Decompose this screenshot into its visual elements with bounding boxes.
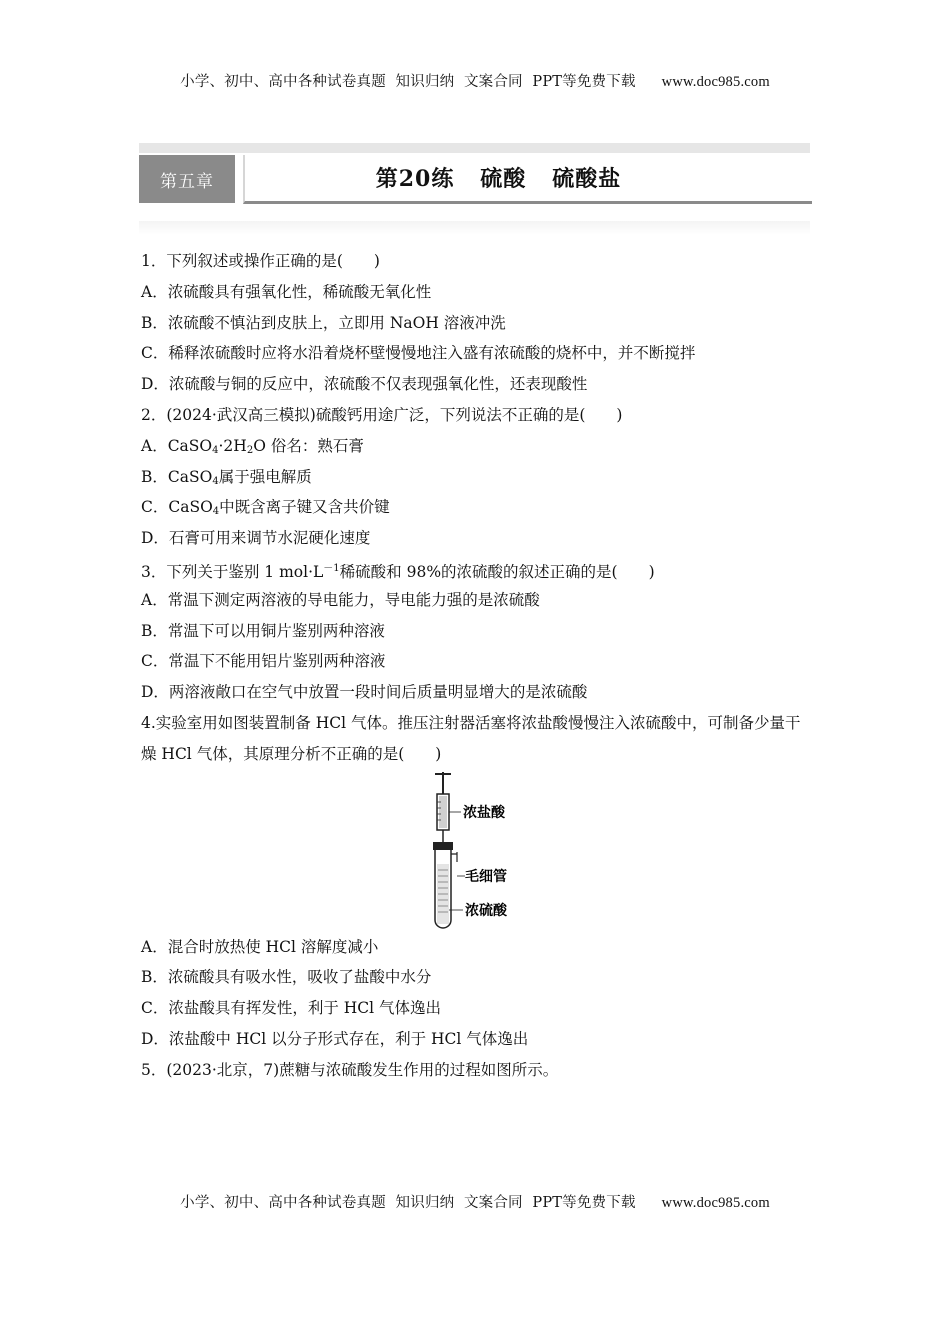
header-url[interactable]: www.doc985.com — [661, 74, 770, 90]
q5-stem: 5．(2023·北京，7)蔗糖与浓硫酸发生作用的过程如图所示。 — [141, 1060, 559, 1079]
header-left-text: 小学、初中、高中各种试卷真题 知识归纳 文案合同 PPT等免费下载 — [180, 74, 636, 90]
chapter-tab: 第五章 — [139, 155, 235, 203]
capillary-tube — [451, 852, 457, 862]
q3-option-b: B．常温下可以用铜片鉴别两种溶液 — [141, 621, 385, 640]
q2-option-b: B．CaSO$_4$属于强电解质 — [141, 467, 312, 487]
syringe-test-tube-diagram — [405, 772, 525, 932]
q4-option-b: B．浓硫酸具有吸水性，吸收了盐酸中水分 — [141, 968, 432, 987]
q4-stem: 4.实验室用如图装置制备 HCl 气体。推压注射器活塞将浓盐酸慢慢注入浓硫酸中，可制备少量干燥 HCl 气体，其原理分析不正确的是( ) — [141, 713, 801, 763]
question-list — [141, 246, 811, 1086]
q2-option-c: C．CaSO$_4$中既含离子键又含共价键 — [141, 498, 390, 518]
label-capillary: 毛细管 — [465, 868, 507, 885]
q3-option-a: A．常温下测定两溶液的导电能力，导电能力强的是浓硫酸 — [141, 590, 540, 609]
q3-option-d: D．两溶液敞口在空气中放置一段时间后质量明显增大的是浓硫酸 — [141, 683, 588, 702]
q4-option-d: D．浓盐酸中 HCl 以分子形式存在，利于 HCl 气体逸出 — [141, 1029, 529, 1048]
q1-option-d: D．浓硫酸与铜的反应中，浓硫酸不仅表现强氧化性，还表现酸性 — [141, 375, 588, 394]
chapter-banner — [139, 143, 810, 235]
q1-stem: 1．下列叙述或操作正确的是( ) — [141, 252, 380, 270]
page-footer — [0, 1191, 950, 1212]
label-conc-hcl: 浓盐酸 — [463, 804, 505, 821]
banner-top-strip — [139, 143, 810, 153]
apparatus-figure — [141, 770, 811, 932]
q1-option-a: A．浓硫酸具有强氧化性，稀硫酸无氧化性 — [141, 282, 432, 301]
q3-option-c: C．常温下不能用铝片鉴别两种溶液 — [141, 652, 386, 671]
footer-left-text: 小学、初中、高中各种试卷真题 知识归纳 文案合同 PPT等免费下载 — [180, 1195, 636, 1211]
title-box — [243, 155, 812, 204]
page-title: 第20练 硫酸 硫酸盐 — [375, 166, 622, 192]
q2-stem: 2．(2024·武汉高三模拟)硫酸钙用途广泛，下列说法不正确的是( ) — [141, 405, 623, 424]
q4-option-c: C．浓盐酸具有挥发性，利于 HCl 气体逸出 — [141, 999, 442, 1018]
q4-option-a: A．混合时放热使 HCl 溶解度减小 — [141, 937, 379, 956]
q2-option-a: A．$CaSO_4\cdot 2H_2O$ 俗名：熟石膏 — [141, 436, 364, 456]
rubber-stopper — [433, 842, 453, 850]
q1-option-b: B．浓硫酸不慎沾到皮肤上，立即用 NaOH 溶液冲洗 — [141, 313, 506, 332]
q2-option-d: D．石膏可用来调节水泥硬化速度 — [141, 529, 371, 548]
q3-stem: 3．下列关于鉴别 1 $mol\cdot L^{-1}$稀硫酸和 98%的浓硫酸的叙述正确的是( ) — [141, 562, 655, 581]
page-header — [0, 70, 950, 91]
syringe-liquid — [439, 796, 447, 828]
q1-option-c: C．稀释浓硫酸时应将水沿着烧杯壁慢慢地注入盛有浓硫酸的烧杯中，并不断搅拌 — [141, 344, 696, 363]
banner-bottom-shade — [139, 221, 810, 235]
footer-url[interactable]: www.doc985.com — [661, 1195, 770, 1211]
label-conc-h2so4: 浓硫酸 — [465, 902, 507, 919]
